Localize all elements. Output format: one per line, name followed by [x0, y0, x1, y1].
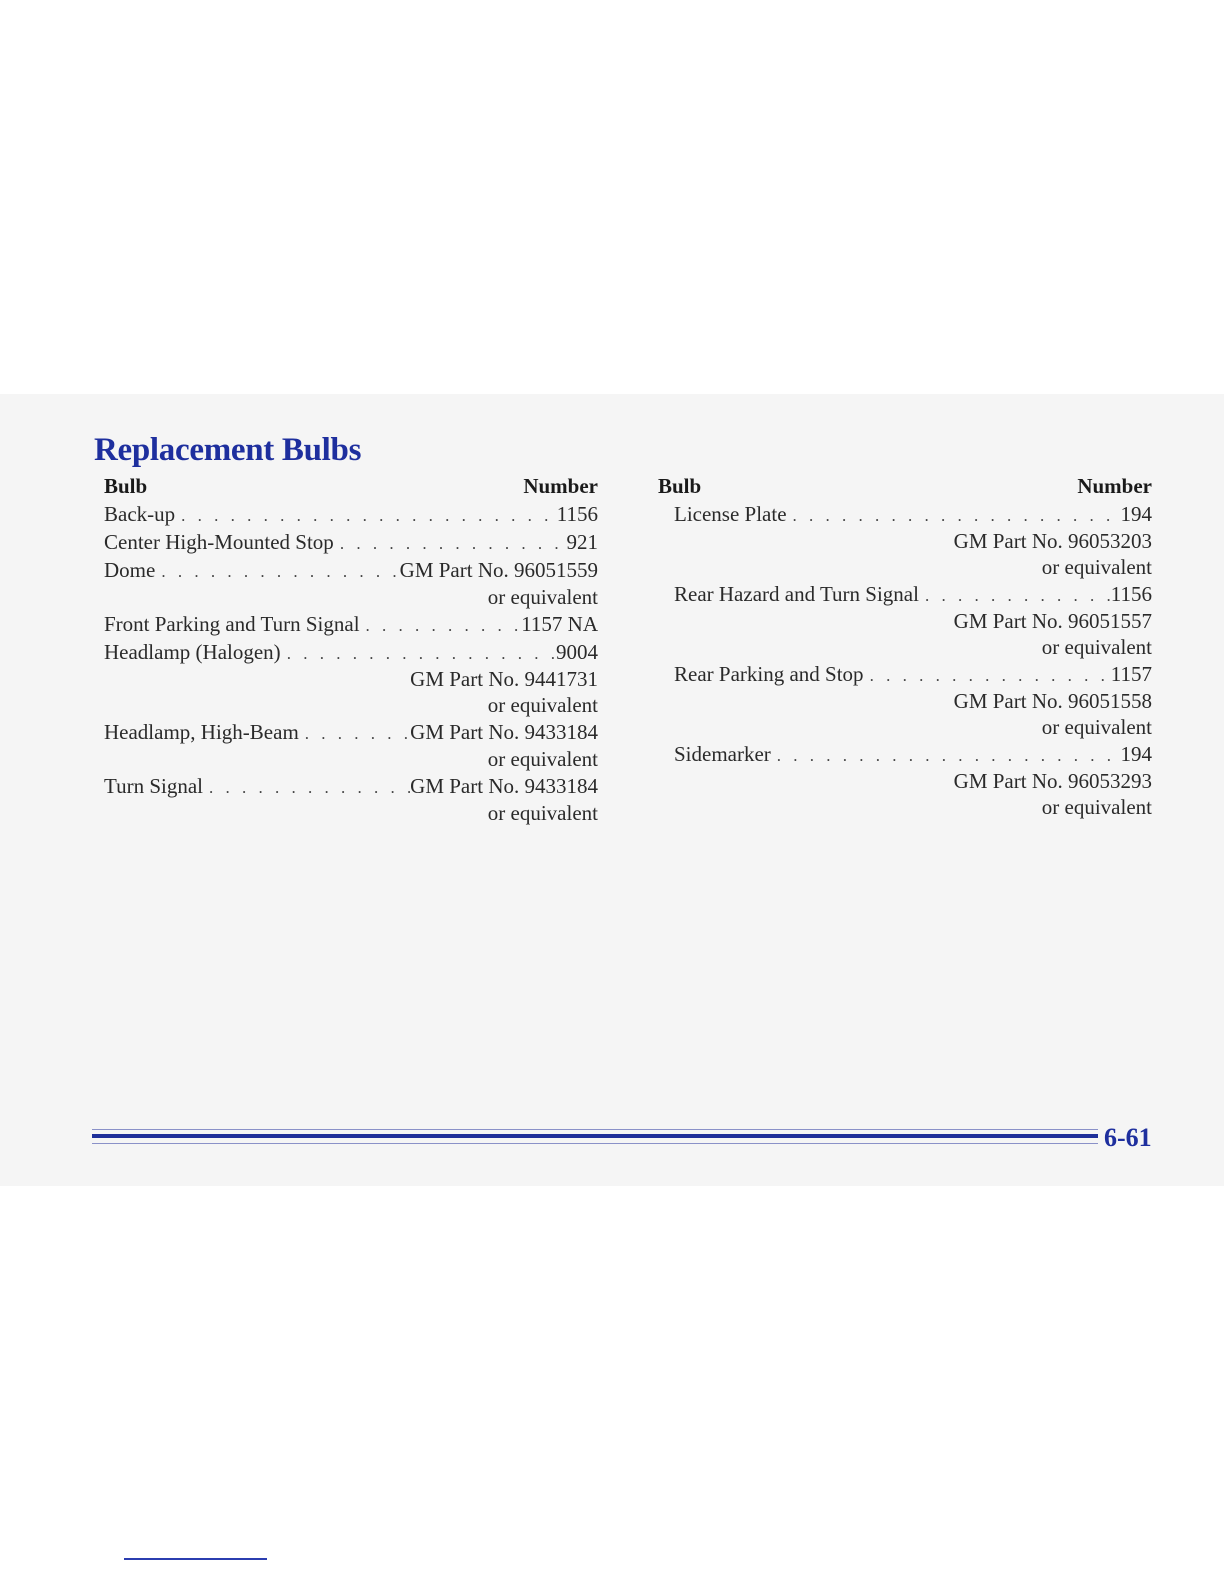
bulb-row — [658, 580, 1152, 608]
bulb-number: 194 — [1120, 502, 1152, 526]
dot-leader — [787, 502, 1121, 528]
bulb-row — [104, 500, 598, 528]
right-table-header — [658, 472, 1152, 500]
number-column-header: Number — [523, 474, 598, 498]
bulb-number-detail: GM Part No. 96053203 — [953, 529, 1152, 553]
footer-rule-thin-top — [92, 1129, 1098, 1130]
bulb-number: 921 — [566, 530, 598, 554]
bulb-row — [104, 718, 598, 746]
bulb-entry — [658, 660, 1152, 740]
bulb-entry — [104, 556, 598, 610]
footer-rule-thin-bottom — [92, 1143, 1098, 1144]
bulb-entry — [104, 610, 598, 638]
bulb-entry — [658, 740, 1152, 820]
number-column-header: Number — [1077, 474, 1152, 498]
dot-leader — [281, 640, 556, 666]
bulb-row — [104, 556, 598, 584]
footer-rule — [92, 1134, 1098, 1138]
left-bulb-table — [104, 472, 598, 826]
bottom-underline — [124, 1558, 267, 1560]
bulb-entry — [104, 528, 598, 556]
bulb-entry — [104, 500, 598, 528]
bulb-column-header: Bulb — [104, 474, 148, 498]
bulb-name: License Plate — [674, 502, 787, 526]
bulb-number: GM Part No. 9433184 — [410, 774, 598, 798]
dot-leader — [864, 662, 1111, 688]
left-table-header — [104, 472, 598, 500]
bulb-number: 194 — [1120, 742, 1152, 766]
bulb-name: Sidemarker — [674, 742, 771, 766]
bulb-entry — [658, 580, 1152, 660]
dot-leader — [334, 530, 567, 556]
bulb-number-detail: GM Part No. 96051558 — [953, 689, 1152, 713]
dot-leader — [175, 502, 557, 528]
bulb-row — [104, 772, 598, 800]
bulb-name: Turn Signal — [104, 774, 204, 798]
bulb-column-header: Bulb — [658, 474, 702, 498]
bulb-number: GM Part No. 96051559 — [399, 558, 598, 582]
right-entry-list — [658, 500, 1152, 820]
dot-leader — [155, 558, 399, 584]
dot-leader — [360, 612, 522, 638]
bulb-row — [104, 638, 598, 666]
bulb-number: 1156 — [1110, 582, 1152, 606]
bulb-number: GM Part No. 9433184 — [410, 720, 598, 744]
dot-leader — [203, 774, 410, 800]
bulb-name: Dome — [104, 558, 156, 582]
left-entry-list — [104, 500, 598, 826]
bulb-name: Rear Hazard and Turn Signal — [674, 582, 919, 606]
bulb-row — [658, 660, 1152, 688]
bulb-number: 9004 — [556, 640, 598, 664]
bulb-row — [658, 500, 1152, 528]
bulb-name: Center High-Mounted Stop — [104, 530, 334, 554]
bulb-number-detail: or equivalent — [1041, 635, 1152, 659]
bulb-row — [658, 740, 1152, 768]
bulb-number-detail: GM Part No. 96053293 — [953, 769, 1152, 793]
bulb-name: Front Parking and Turn Signal — [104, 612, 360, 636]
dot-leader — [919, 582, 1111, 608]
bulb-number-detail: GM Part No. 96051557 — [953, 609, 1152, 633]
bulb-row — [104, 528, 598, 556]
bulb-name: Rear Parking and Stop — [674, 662, 864, 686]
bulb-number: 1156 — [556, 502, 598, 526]
bulb-entry — [104, 772, 598, 826]
bulb-number-detail: or equivalent — [1041, 795, 1152, 819]
page-title: Replacement Bulbs — [94, 432, 362, 468]
bulb-number-detail: GM Part No. 9441731 — [410, 667, 598, 691]
bulb-entry — [104, 638, 598, 718]
bulb-number: 1157 NA — [521, 612, 598, 636]
bulb-number: 1157 — [1110, 662, 1152, 686]
bulb-number-detail: or equivalent — [1041, 555, 1152, 579]
dot-leader — [299, 720, 410, 746]
bulb-number-detail: or equivalent — [487, 801, 598, 825]
bulb-name: Headlamp, High-Beam — [104, 720, 299, 744]
bulb-entry — [104, 718, 598, 772]
bulb-number-detail: or equivalent — [487, 747, 598, 771]
bulb-row — [104, 610, 598, 638]
bulb-number-detail: or equivalent — [487, 693, 598, 717]
page-number: 6-61 — [1104, 1123, 1152, 1152]
dot-leader — [771, 742, 1121, 768]
bulb-name: Back-up — [104, 502, 176, 526]
bulb-number-detail: or equivalent — [1041, 715, 1152, 739]
bulb-entry — [658, 500, 1152, 580]
right-bulb-table — [658, 472, 1152, 820]
bulb-number-detail: or equivalent — [487, 585, 598, 609]
bulb-name: Headlamp (Halogen) — [104, 640, 281, 664]
